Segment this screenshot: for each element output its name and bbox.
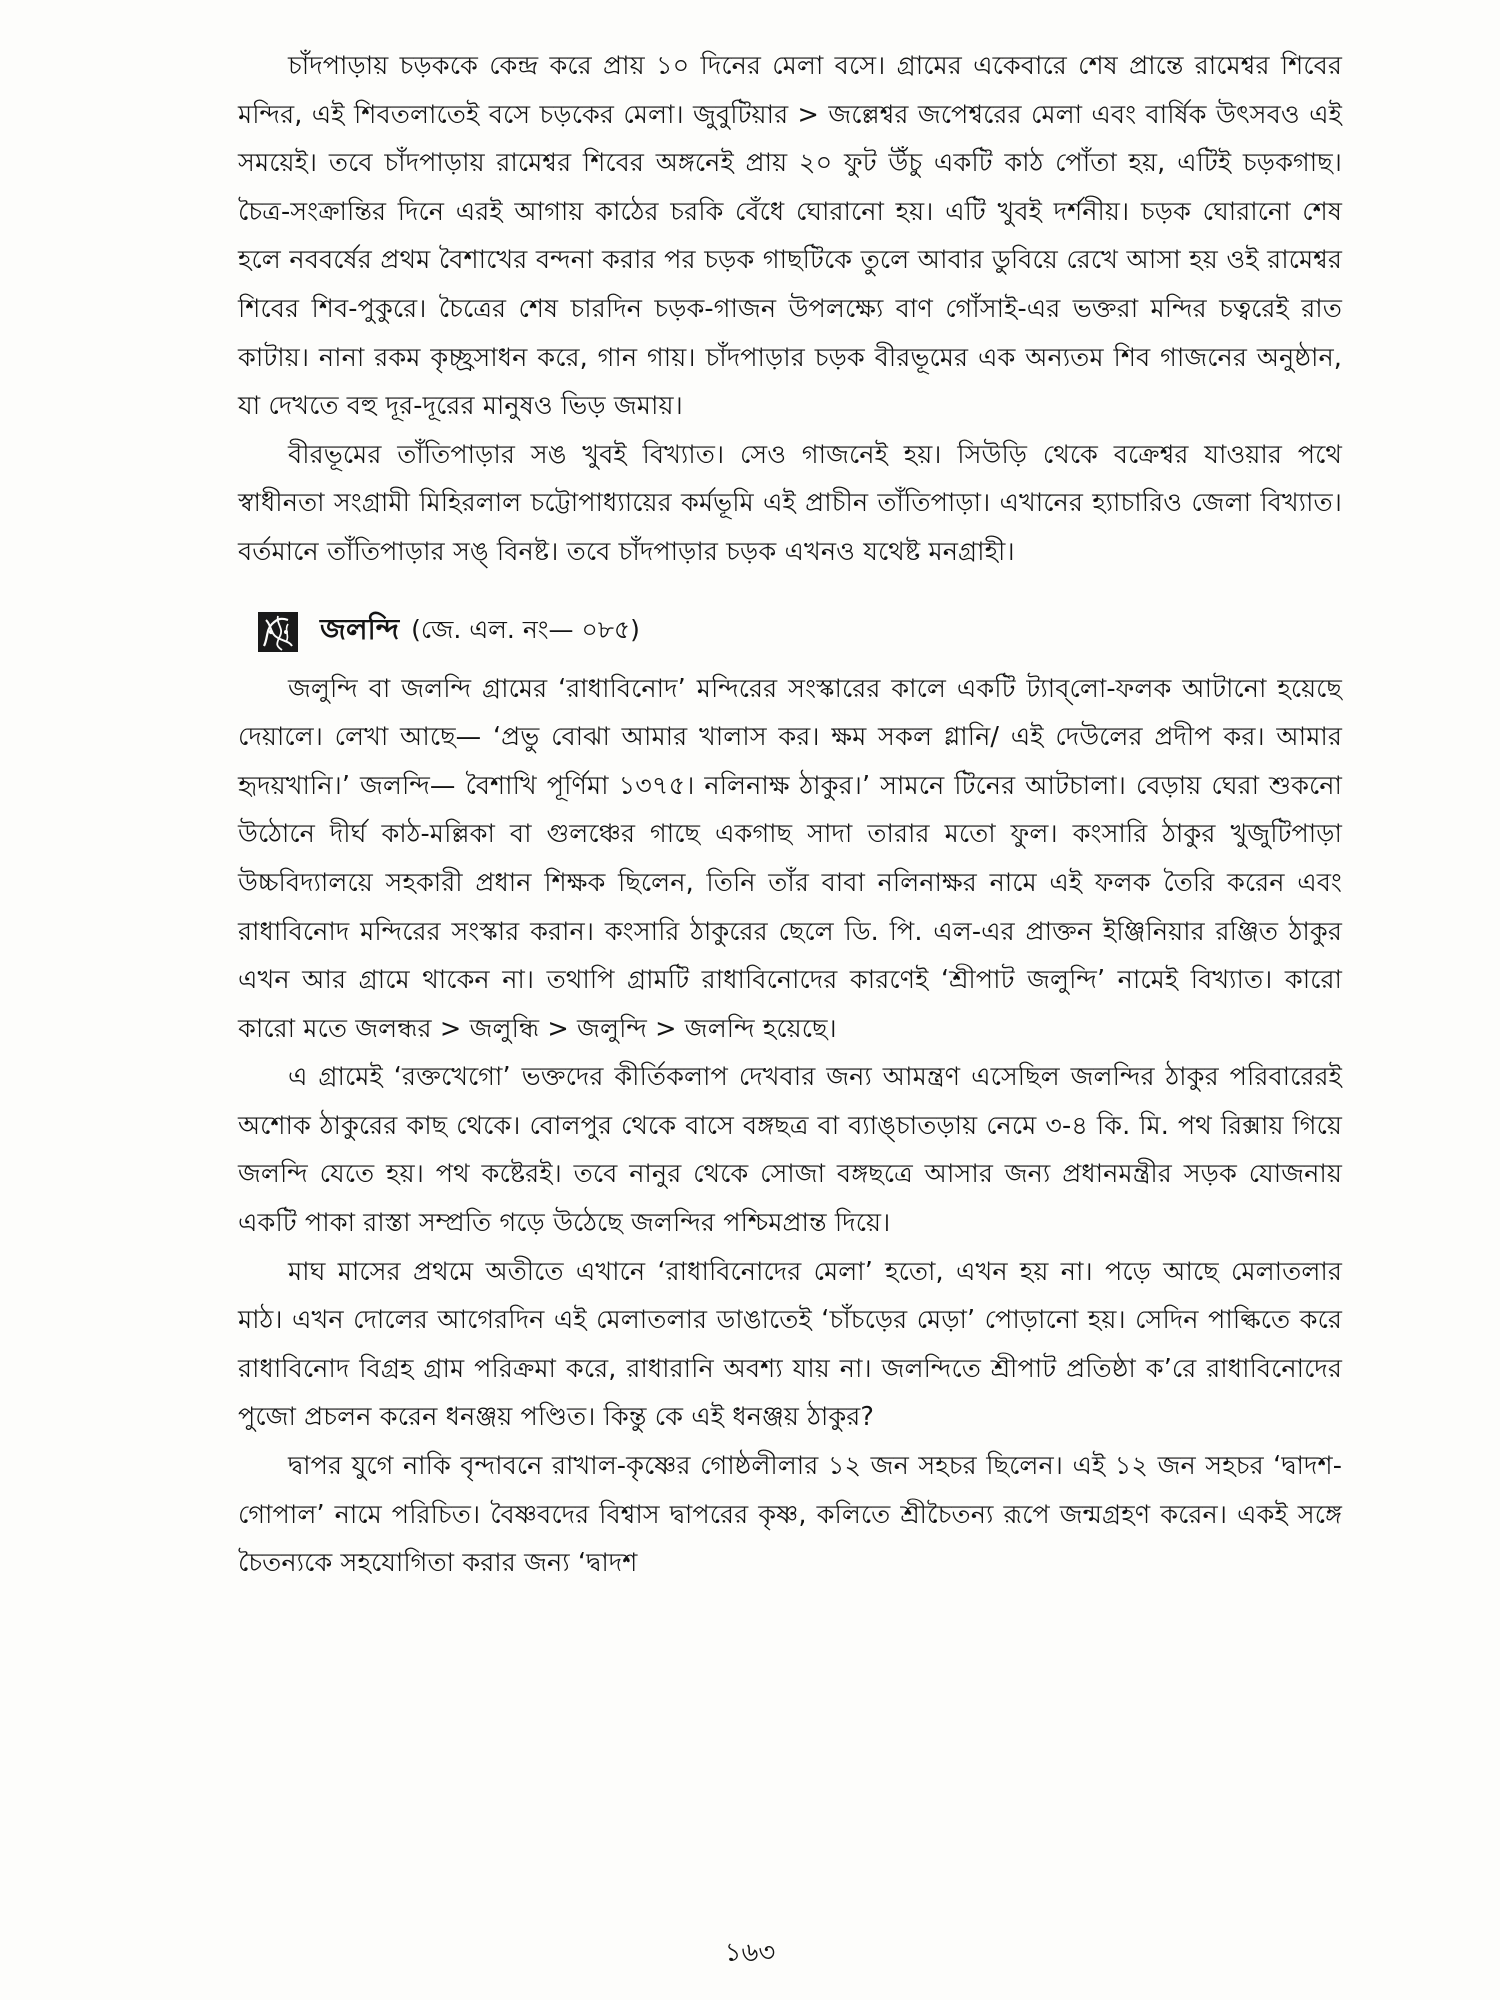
paragraph-tantipara-sang: বীরভূমের তাঁতিপাড়ার সঙ খুবই বিখ্যাত। সেও গাজনেই হয়। সিউড়ি থেকে বক্রেশ্বর যাওয়ার পথে স্বাধীনতা সংগ্রামী মিহিরলাল চট্টোপাধ্যায়ের কর্মভূমি এই প্রাচীন তাঁতিপাড়া। এখানের হ্যাচারিও জেলা বিখ্যাত। বর্তমানে তাঁতিপাড়ার সঙ্ বিনষ্ট। তবে চাঁদপাড়ার চড়ক এখনও যথেষ্ট মনগ্রাহী। — [238, 439, 1342, 567]
paragraph-magh-mela: মাঘ মাসের প্রথমে অতীতে এখানে ‘রাধাবিনোদের মেলা’ হতো, এখন হয় না। পড়ে আছে মেলাতলার মাঠ। এখন দোলের আগেরদিন এই মেলাতলার ডাঙাতেই ‘চাঁচড়ের মেড়া’ পোড়ানো হয়। সেদিন পাল্কিতে করে রাধাবিনোদ বিগ্রহ গ্রাম পরিক্রমা করে, রাধারানি অবশ্য যায় না। জলন্দিতে শ্রীপাট প্রতিষ্ঠা ক’রে রাধাবিনোদের পুজো প্রচলন করেন ধনঞ্জয় পণ্ডিত। কিন্তু কে এই ধনঞ্জয় ঠাকুর? — [238, 1256, 1342, 1433]
paragraph-radhabinod-temple: জলুন্দি বা জলন্দি গ্রামের ‘রাধাবিনোদ’ মন্দিরের সংস্কারের কালে একটি ট্যাব্‌লো-ফলক আটানো হয়েছে দেয়ালে। লেখা আছে— ‘প্রভু বোঝা আমার খালাস কর। ক্ষম সকল গ্লানি/ এই দেউলের প্রদীপ কর। আমার হৃদয়খানি।’ জলন্দি— বৈশাখি পূর্ণিমা ১৩৭৫। নলিনাক্ষ ঠাকুর।’ সামনে টিনের আটচালা। বেড়ায় ঘেরা শুকনো উঠোনে দীর্ঘ কাঠ-মল্লিকা বা গুলঞ্চের গাছে একগাছ সাদা তারার মতো ফুল। কংসারি ঠাকুর খুজুটিপাড়া উচ্চবিদ্যালয়ে সহকারী প্রধান শিক্ষক ছিলেন, তিনি তাঁর বাবা নলিনাক্ষর নামে এই ফলক তৈরি করেন এবং রাধাবিনোদ মন্দিরের সংস্কার করান। কংসারি ঠাকুরের ছেলে ডি. পি. এল-এর প্রাক্তন ইঞ্জিনিয়ার রঞ্জিত ঠাকুর এখন আর গ্রামে থাকেন না। তথাপি গ্রামটি রাধাবিনোদের কারণেই ‘শ্রীপাট জলুন্দি’ নামেই বিখ্যাত। কারো কারো মতে জলন্ধর > জলুন্ধি > জলুন্দি > জলন্দি হয়েছে। — [238, 673, 1342, 1044]
section-heading — [258, 605, 1342, 659]
page-number: ১৬৩ — [724, 1938, 776, 1968]
ornament-icon — [258, 612, 298, 652]
section-code: (জে. এল. নং— ০৮৫) — [411, 615, 640, 645]
paragraph-raktakhego: এ গ্রামেই ‘রক্তখেগো’ ভক্তদের কীর্তিকলাপ দেখবার জন্য আমন্ত্রণ এসেছিল জলন্দির ঠাকুর পরিবারেরই অশোক ঠাকুরের কাছ থেকে। বোলপুর থেকে বাসে বঙ্গছত্র বা ব্যাঙ্চাতড়ায় নেমে ৩-৪ কি. মি. পথ রিক্সায় গিয়ে জলন্দি যেতে হয়। পথ কষ্টেরই। তবে নানুর থেকে সোজা বঙ্গছত্রে আসার জন্য প্রধানমন্ত্রীর সড়ক যোজনায় একটি পাকা রাস্তা সম্প্রতি গড়ে উঠেছে জলন্দির পশ্চিমপ্রান্ত দিয়ে। — [238, 1062, 1342, 1239]
section-title: জলন্দি — [320, 612, 400, 647]
paragraph-chadpara-charak: চাঁদপাড়ায় চড়ককে কেন্দ্র করে প্রায় ১০ দিনের মেলা বসে। গ্রামের একেবারে শেষ প্রান্তে রামেশ্বর শিবের মন্দির, এই শিবতলাতেই বসে চড়কের মেলা। জুবুটিয়ার > জল্লেশ্বর জপেশ্বরের মেলা এবং বার্ষিক উৎসবও এই সময়েই। তবে চাঁদপাড়ায় রামেশ্বর শিবের অঙ্গনেই প্রায় ২০ ফুট উঁচু একটি কাঠ পোঁতা হয়, এটিই চড়কগাছ। চৈত্র-সংক্রান্তির দিনে এরই আগায় কাঠের চরকি বেঁধে ঘোরানো হয়। এটি খুবই দর্শনীয়। চড়ক ঘোরানো শেষ হলে নববর্ষের প্রথম বৈশাখের বন্দনা করার পর চড়ক গাছটিকে তুলে আবার ডুবিয়ে রেখে আসা হয় ওই রামেশ্বর শিবের শিব-পুকুরে। চৈত্রের শেষ চারদিন চড়ক-গাজন উপলক্ষ্যে বাণ গোঁসাই-এর ভক্তরা মন্দির চত্বরেই রাত কাটায়। নানা রকম কৃচ্ছ্রসাধন করে, গান গায়। চাঁদপাড়ার চড়ক বীরভূমের এক অন্যতম শিব গাজনের অনুষ্ঠান, যা দেখতে বহু দূর-দূরের মানুষও ভিড় জমায়। — [238, 51, 1342, 422]
paragraph-dwadash-gopal: দ্বাপর যুগে নাকি বৃন্দাবনে রাখাল-কৃষ্ণের গোষ্ঠলীলার ১২ জন সহচর ছিলেন। এই ১২ জন সহচর ‘দ্বাদশ-গোপাল’ নামে পরিচিত। বৈষ্ণবদের বিশ্বাস দ্বাপরের কৃষ্ণ, কলিতে শ্রীচৈতন্য রূপে জন্মগ্রহণ করেন। একই সঙ্গে চৈতন্যকে সহযোগিতা করার জন্য ‘দ্বাদশ — [238, 1451, 1342, 1579]
